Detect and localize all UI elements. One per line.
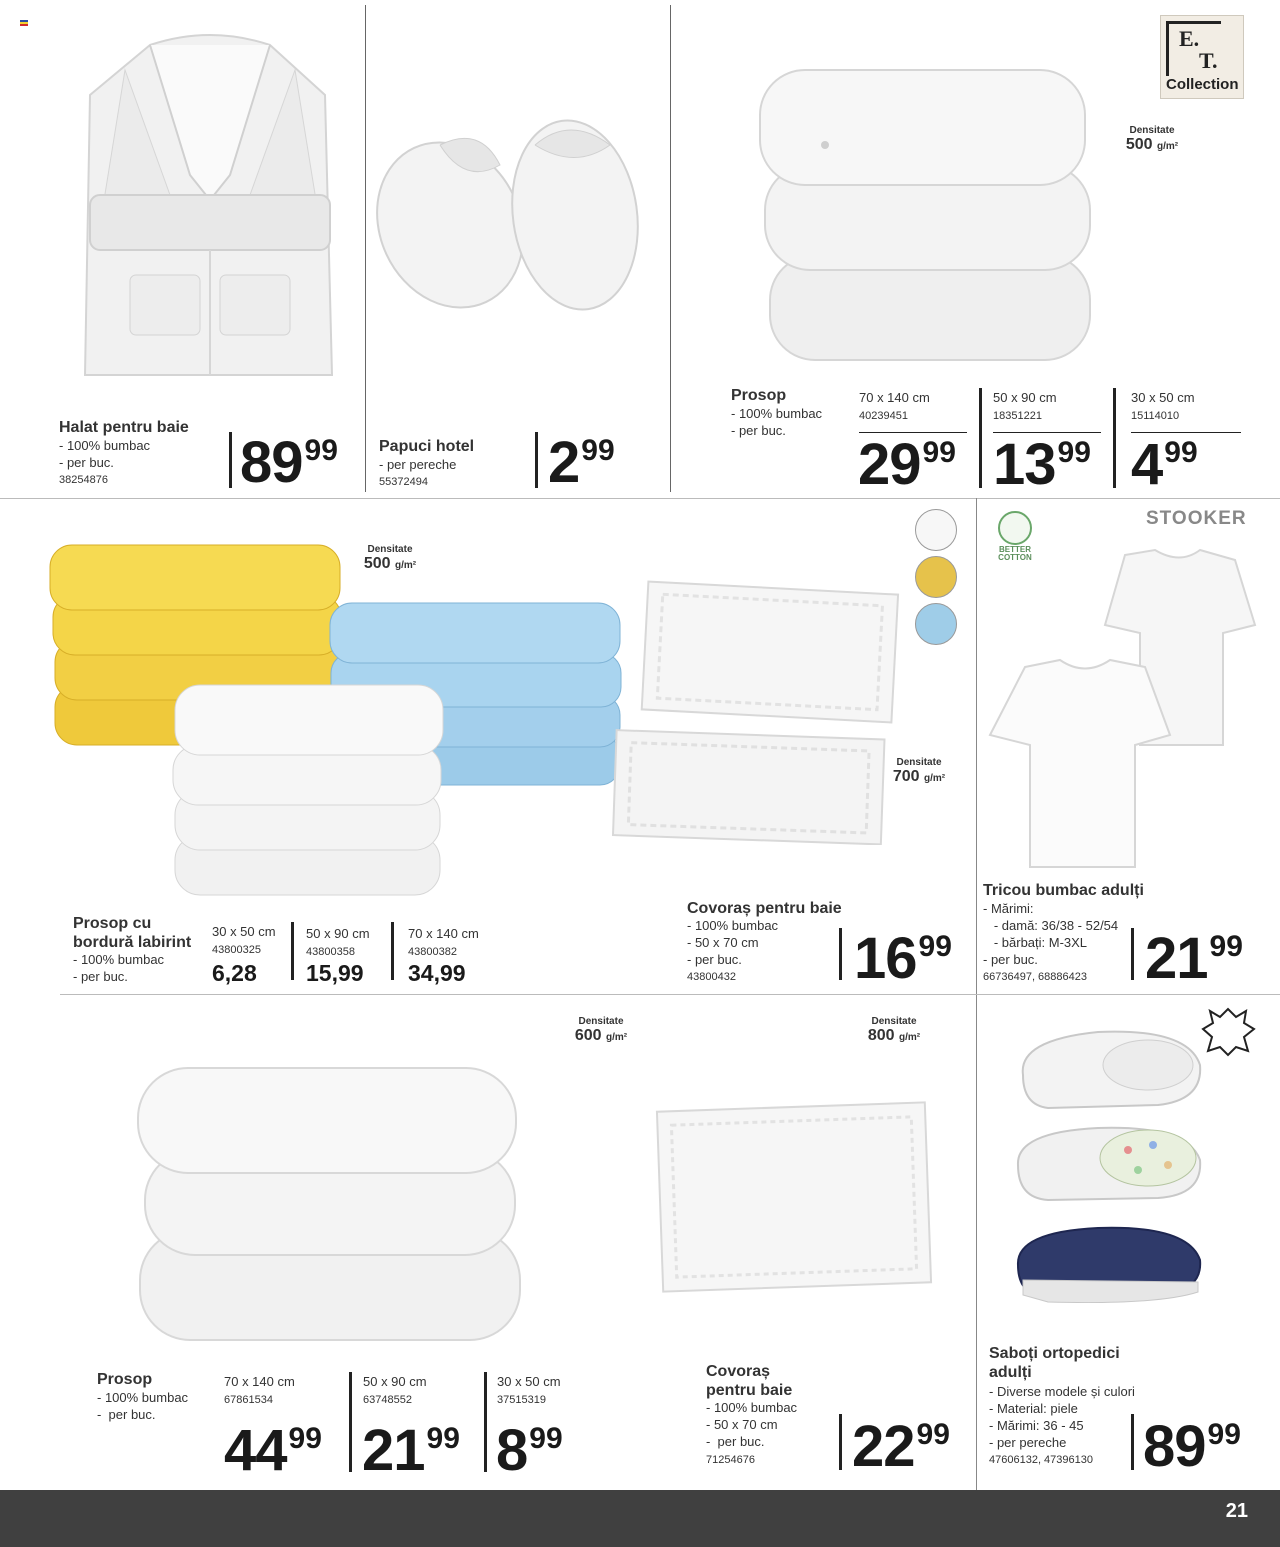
price-decimal: 99	[1209, 930, 1243, 963]
product-title: Tricou bumbac adulți	[983, 882, 1144, 899]
price-decimal: 99	[1207, 1418, 1241, 1451]
product-title: Prosop	[731, 387, 787, 404]
colored-towels-image	[45, 535, 625, 900]
product-title: Prosop	[97, 1371, 153, 1388]
clogs-image	[1008, 1020, 1208, 1320]
price	[993, 432, 1091, 497]
density-unit: g/m²	[899, 1032, 921, 1043]
price	[224, 1418, 322, 1483]
price-decimal: 99	[1057, 436, 1091, 469]
product-code: 66736497, 68886423	[983, 971, 1087, 983]
price-integer: 89	[240, 430, 303, 495]
tshirts-image	[985, 545, 1257, 875]
color-swatch-blue	[915, 603, 957, 645]
price-divider	[839, 1414, 842, 1470]
product-code: 43800325	[212, 944, 261, 956]
color-swatch-white	[915, 509, 957, 551]
price	[548, 430, 615, 495]
genuine-leather-icon	[1200, 1003, 1258, 1059]
price-decimal: 99	[916, 1418, 950, 1451]
price-decimal: 99	[918, 930, 952, 963]
density-badge	[356, 544, 424, 573]
density-badge	[885, 757, 953, 786]
price-decimal: 99	[581, 434, 615, 467]
price-divider	[1131, 1414, 1134, 1470]
price-divider	[1131, 928, 1134, 980]
size-label: 50 x 90 cm	[363, 1374, 427, 1389]
density-badge	[860, 1016, 928, 1045]
density-value: 800	[867, 1027, 895, 1044]
price	[852, 1414, 950, 1479]
price-divider	[349, 1372, 352, 1472]
price	[362, 1418, 460, 1483]
product-code: 63748552	[363, 1394, 412, 1406]
product-code: 43800358	[306, 946, 355, 958]
density-unit: g/m²	[924, 773, 946, 784]
price-integer: 2	[548, 430, 580, 495]
product-code: 15114010	[1131, 410, 1180, 422]
footer-bar	[0, 1490, 1280, 1547]
price-decimal: 99	[288, 1422, 322, 1455]
product-code: 40239451	[859, 410, 908, 422]
price: 34,99	[408, 960, 466, 986]
price-integer: 4	[1131, 432, 1163, 497]
product-title: Saboți ortopedici adulți	[989, 1345, 1120, 1381]
page-number: 21	[1225, 1500, 1248, 1522]
density-label: Densitate	[1129, 125, 1175, 136]
better-cotton-text: COTTON	[998, 553, 1032, 562]
et-logo-text: T.	[1199, 48, 1218, 73]
price	[1145, 926, 1243, 991]
price-divider	[229, 432, 232, 488]
product-code: 37515319	[497, 1394, 546, 1406]
product-title: Prosop cu bordură labirint	[73, 915, 192, 951]
product-title: Covoraș pentru baie	[706, 1363, 793, 1399]
density-badge	[567, 1016, 635, 1045]
product-code: 38254876	[59, 474, 108, 486]
density-value: 500	[363, 555, 391, 572]
product-description: - 100% bumbac - 50 x 70 cm - per buc.	[706, 1400, 798, 1449]
price	[1143, 1414, 1241, 1479]
size-label: 30 x 50 cm	[212, 924, 276, 939]
price-divider	[484, 1372, 487, 1472]
price-divider	[979, 388, 982, 488]
price-decimal: 99	[1164, 436, 1198, 469]
product-title: Covoraș pentru baie	[687, 900, 842, 917]
product-description: - 100% bumbac - per buc.	[73, 952, 165, 984]
price	[496, 1418, 563, 1483]
price-decimal: 99	[529, 1422, 563, 1455]
product-code: 55372494	[379, 476, 428, 488]
divider	[670, 5, 671, 492]
price-decimal: 99	[304, 434, 338, 467]
price-integer: 29	[858, 432, 921, 497]
price-divider	[839, 928, 842, 980]
et-logo-text: Collection	[1166, 76, 1239, 93]
price	[854, 926, 952, 991]
density-label: Densitate	[578, 1016, 624, 1027]
product-code: 47606132, 47396130	[989, 1454, 1093, 1466]
density-value: 500	[1125, 136, 1153, 153]
price-integer: 21	[362, 1418, 425, 1483]
price-decimal: 99	[922, 436, 956, 469]
slippers-image	[370, 105, 660, 320]
price-integer: 21	[1145, 926, 1208, 991]
product-description: - 100% bumbac - 50 x 70 cm - per buc.	[687, 918, 779, 967]
product-description: - 100% bumbac - per buc.	[97, 1390, 189, 1422]
density-unit: g/m²	[606, 1032, 628, 1043]
divider	[60, 994, 976, 995]
product-code: 43800432	[687, 971, 736, 983]
price-integer: 22	[852, 1414, 915, 1479]
color-swatch-yellow	[915, 556, 957, 598]
price-divider	[535, 432, 538, 488]
product-description: - per pereche	[379, 457, 457, 472]
bath-mat-image	[652, 1095, 937, 1300]
bath-mat-image	[605, 580, 910, 845]
density-unit: g/m²	[1157, 141, 1179, 152]
price-integer: 16	[854, 926, 917, 991]
price-divider	[391, 922, 394, 980]
product-code: 67861534	[224, 1394, 273, 1406]
density-value: 600	[574, 1027, 602, 1044]
bathrobe-image	[70, 25, 350, 390]
price	[858, 432, 956, 497]
price: 6,28	[212, 960, 257, 986]
product-description: - 100% bumbac - per buc.	[59, 438, 151, 470]
density-label: Densitate	[896, 757, 942, 768]
price-integer: 44	[224, 1418, 287, 1483]
et-collection-logo	[1160, 15, 1244, 99]
price-integer: 8	[496, 1418, 528, 1483]
price-integer: 89	[1143, 1414, 1206, 1479]
et-logo-text: E.	[1179, 26, 1200, 51]
product-description: - 100% bumbac - per buc.	[731, 406, 823, 438]
divider	[365, 5, 366, 492]
stooker-logo: STOOKER	[1146, 508, 1247, 529]
towel-stack-image	[130, 1060, 525, 1345]
price-divider	[1113, 388, 1116, 488]
divider	[0, 498, 1280, 499]
size-label: 50 x 90 cm	[306, 926, 370, 941]
price-decimal: 99	[426, 1422, 460, 1455]
better-cotton-text: BETTER	[999, 545, 1031, 554]
price-divider	[291, 922, 294, 980]
product-title: Halat pentru baie	[59, 419, 189, 436]
price: 15,99	[306, 960, 364, 986]
product-code: 71254676	[706, 1454, 755, 1466]
density-unit: g/m²	[395, 560, 417, 571]
flag-icon	[20, 20, 28, 26]
product-code: 18351221	[993, 410, 1042, 422]
size-label: 70 x 140 cm	[224, 1374, 295, 1389]
towel-stack-image	[750, 60, 1095, 370]
size-label: 70 x 140 cm	[859, 390, 930, 405]
product-description: - Mărimi: - damă: 36/38 - 52/54 - bărbați: M-3XL - per buc.	[983, 901, 1119, 967]
price	[240, 430, 338, 495]
price	[1131, 432, 1198, 497]
size-label: 50 x 90 cm	[993, 390, 1057, 405]
product-code: 43800382	[408, 946, 457, 958]
divider	[976, 994, 1280, 995]
density-label: Densitate	[871, 1016, 917, 1027]
size-label: 30 x 50 cm	[1131, 390, 1195, 405]
density-value: 700	[892, 768, 920, 785]
size-label: 70 x 140 cm	[408, 926, 479, 941]
product-description: - Diverse modele și culori - Material: piele - Mărimi: 36 - 45 - per pereche	[989, 1384, 1135, 1450]
density-label: Densitate	[367, 544, 413, 555]
size-label: 30 x 50 cm	[497, 1374, 561, 1389]
price-integer: 13	[993, 432, 1056, 497]
product-title: Papuci hotel	[379, 438, 475, 455]
density-badge	[1118, 125, 1186, 154]
